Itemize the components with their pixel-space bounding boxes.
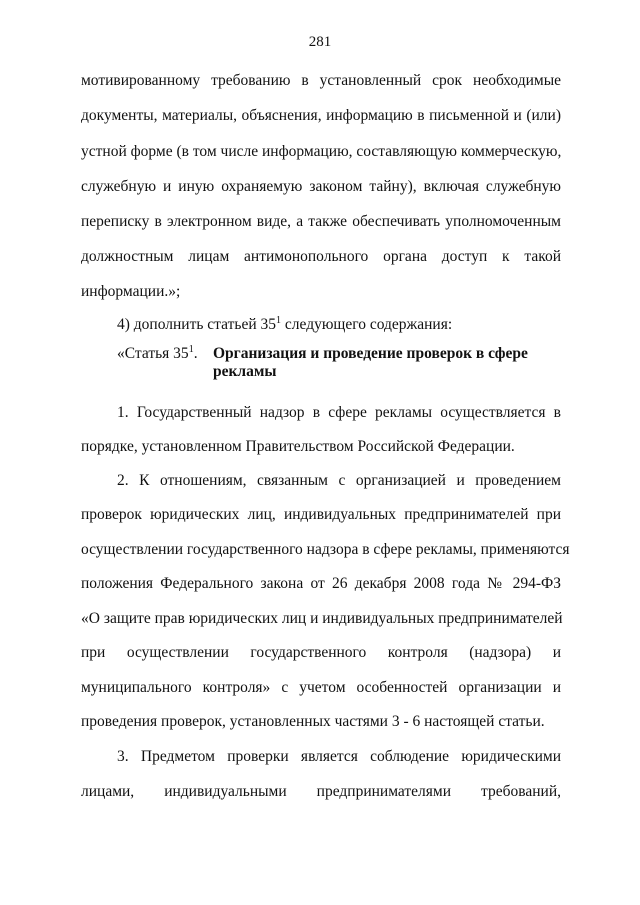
text-line: проведения проверок, установленных частями 3 - 6 настоящей статьи. [81, 713, 545, 730]
text-line: информации.»; [81, 283, 181, 300]
text-line: муниципального контроля» с учетом особенностей организации и [81, 679, 561, 696]
item-4-line [117, 316, 561, 334]
text-line: 1. Государственный надзор в сфере рекламы осуществляется в [117, 404, 561, 421]
text-line: проверок юридических лиц, индивидуальных предпринимателей при [81, 506, 561, 523]
text-line: лицами, индивидуальными предпринимателями требований, [81, 783, 561, 800]
article-label [117, 345, 198, 363]
text-line: 2. К отношениям, связанным с организацией и проведением [117, 472, 561, 489]
superscript: 1 [276, 314, 282, 326]
text-line: переписку в электронном виде, а также обеспечивать уполномоченным [81, 213, 561, 230]
text-line: положения Федерального закона от 26 декабря 2008 года № 294-ФЗ [81, 575, 561, 592]
text-line: порядке, установленном Правительством Российской Федерации. [81, 438, 515, 455]
text-line: служебную и иную охраняемую законом тайну), включая служебную [81, 178, 561, 195]
article-title: Организация и проведение проверок в сфере рекламы [213, 345, 528, 380]
superscript: 1 [188, 343, 194, 355]
article-label-dot: . [193, 345, 198, 362]
text-line: осуществлении государственного надзора в сфере рекламы, применяются [81, 541, 570, 558]
text-line: 3. Предметом проверки является соблюдение юридическими [117, 748, 561, 765]
text-line: «О защите прав юридических лиц и индивидуальных предпринимателей [81, 610, 563, 627]
article-label-text: «Статья 35 [117, 345, 189, 362]
item-4-text: 4) дополнить статьей 35 [117, 316, 277, 333]
text-line: мотивированному требованию в установленный срок необходимые [81, 72, 561, 89]
text-line: при осуществлении государственного контроля (надзора) и [81, 644, 561, 661]
text-line: документы, материалы, объяснения, информацию в письменной и (или) [81, 107, 561, 124]
page-number: 281 [308, 34, 332, 50]
item-4-text-end: следующего содержания: [281, 316, 453, 333]
text-line: устной форме (в том числе информацию, составляющую коммерческую, [81, 143, 562, 160]
text-line: должностным лицам антимонопольного органа доступ к такой [81, 248, 561, 265]
